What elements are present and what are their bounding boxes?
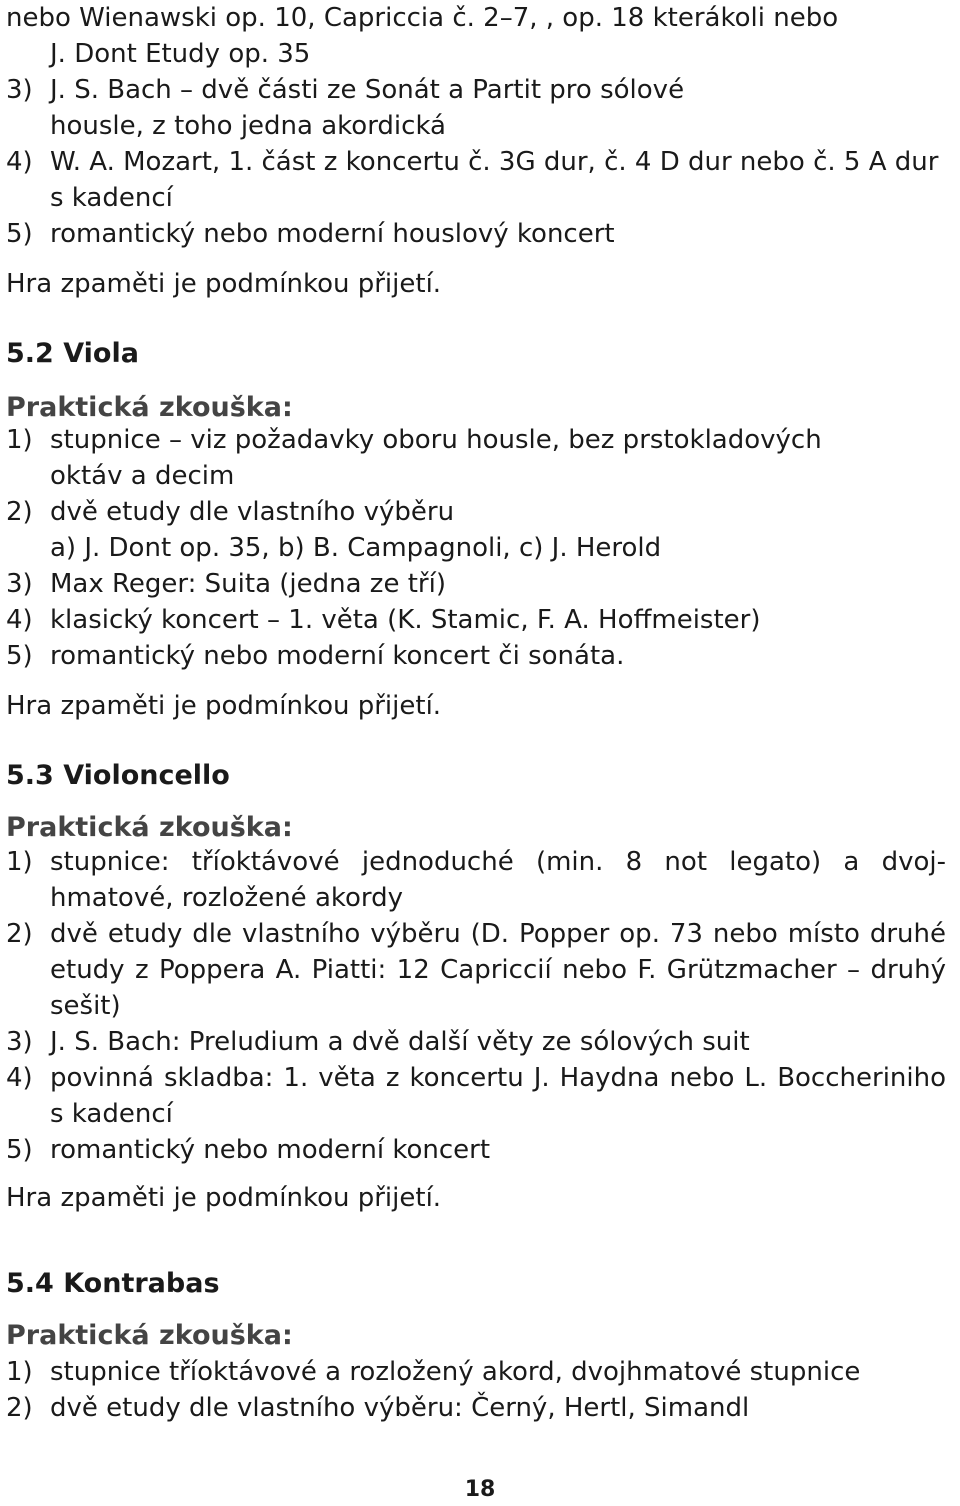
list-item-number: 4): [6, 1063, 33, 1093]
list-item-text: romantický nebo moderní koncert: [50, 1135, 491, 1165]
list-item-number: 5): [6, 1135, 33, 1165]
memory-note: Hra zpaměti je podmínkou přijetí.: [6, 1183, 442, 1213]
list-item: [6, 1024, 956, 1060]
list-item: [6, 216, 956, 252]
kontrabas-list: [6, 1354, 956, 1426]
list-item: [6, 72, 766, 144]
list-item-number: 2): [6, 497, 33, 527]
practical-exam-label: Praktická zkouška:: [6, 1320, 293, 1351]
list-item-subline: a) J. Dont op. 35, b) B. Campagnoli, c) J. Herold: [50, 533, 662, 563]
page-number: 18: [464, 1477, 496, 1502]
list-item-text: povinná skladba: 1. věta z koncertu J. Haydna nebo L. Boccheriniho s kadencí: [50, 1063, 946, 1129]
list-item-number: 3): [6, 569, 33, 599]
practical-exam-label: Praktická zkouška:: [6, 812, 293, 843]
list-item: [6, 638, 956, 674]
list-item-text: dvě etudy dle vlastního výběru: Černý, Hertl, Simandl: [50, 1393, 750, 1423]
list-item-text: stupnice: tříoktávové jednoduché (min. 8 not legato) a dvojhmatové, rozložené akordy: [50, 847, 946, 913]
list-item-number: 1): [6, 847, 33, 877]
list-item-text: klasický koncert – 1. věta (K. Stamic, F. A. Hoffmeister): [50, 605, 761, 635]
section-heading-violoncello: 5.3 Violoncello: [6, 760, 230, 791]
intro-line-2: J. Dont Etudy op. 35: [50, 39, 311, 69]
list-item-number: 1): [6, 425, 33, 455]
list-item: [6, 1060, 956, 1132]
intro-section: [6, 0, 956, 252]
list-item-text: dvě etudy dle vlastního výběru: [50, 497, 455, 527]
viola-list: [6, 422, 956, 674]
list-item: [6, 1390, 956, 1426]
list-item: [6, 422, 906, 494]
list-item-number: 2): [6, 1393, 33, 1423]
list-item-number: 1): [6, 1357, 33, 1387]
list-item-number: 3): [6, 1027, 33, 1057]
list-item-text: romantický nebo moderní koncert či sonáta.: [50, 641, 625, 671]
list-item: [6, 1132, 956, 1168]
list-item-text: W. A. Mozart, 1. část z koncertu č. 3G dur, č. 4 D dur nebo č. 5 A dur s kadencí: [50, 147, 939, 213]
section-heading-kontrabas: 5.4 Kontrabas: [6, 1268, 220, 1299]
practical-exam-label: Praktická zkouška:: [6, 392, 293, 423]
list-item-number: 4): [6, 605, 33, 635]
list-item: [6, 844, 956, 916]
intro-line-1: nebo Wienawski op. 10, Capriccia č. 2–7, , op. 18 kterákoli nebo: [6, 3, 839, 33]
violoncello-list: [6, 844, 956, 1168]
list-item: [6, 602, 956, 638]
list-item-text: stupnice – viz požadavky oboru housle, bez prstokladových oktáv a decim: [50, 425, 822, 491]
list-item: [6, 144, 951, 216]
list-item: [6, 1354, 956, 1390]
list-item-text: J. S. Bach: Preludium a dvě další věty ze sólových suit: [50, 1027, 750, 1057]
list-item: [6, 566, 956, 602]
list-item-number: 5): [6, 641, 33, 671]
list-item-text: J. S. Bach – dvě části ze Sonát a Partit pro sólové housle, z toho jedna akordická: [50, 75, 685, 141]
list-item-text: Max Reger: Suita (jedna ze tří): [50, 569, 446, 599]
list-item: [6, 494, 956, 530]
list-item-number: 5): [6, 219, 33, 249]
memory-note: Hra zpaměti je podmínkou přijetí.: [6, 691, 442, 721]
list-item-text: stupnice tříoktávové a rozložený akord, dvojhmatové stupnice: [50, 1357, 861, 1387]
section-heading-viola: 5.2 Viola: [6, 338, 139, 369]
memory-note: Hra zpaměti je podmínkou přijetí.: [6, 269, 442, 299]
list-item-text: dvě etudy dle vlastního výběru (D. Popper op. 73 nebo místo druhé etudy z Poppera A. Piatti: 12 Capriccií nebo F. Grützmacher – druhý sešit): [50, 919, 946, 1021]
list-item-number: 3): [6, 75, 33, 105]
list-item-number: 4): [6, 147, 33, 177]
list-item-text: romantický nebo moderní houslový koncert: [50, 219, 615, 249]
list-item-number: 2): [6, 919, 33, 949]
list-item: [6, 916, 956, 1024]
